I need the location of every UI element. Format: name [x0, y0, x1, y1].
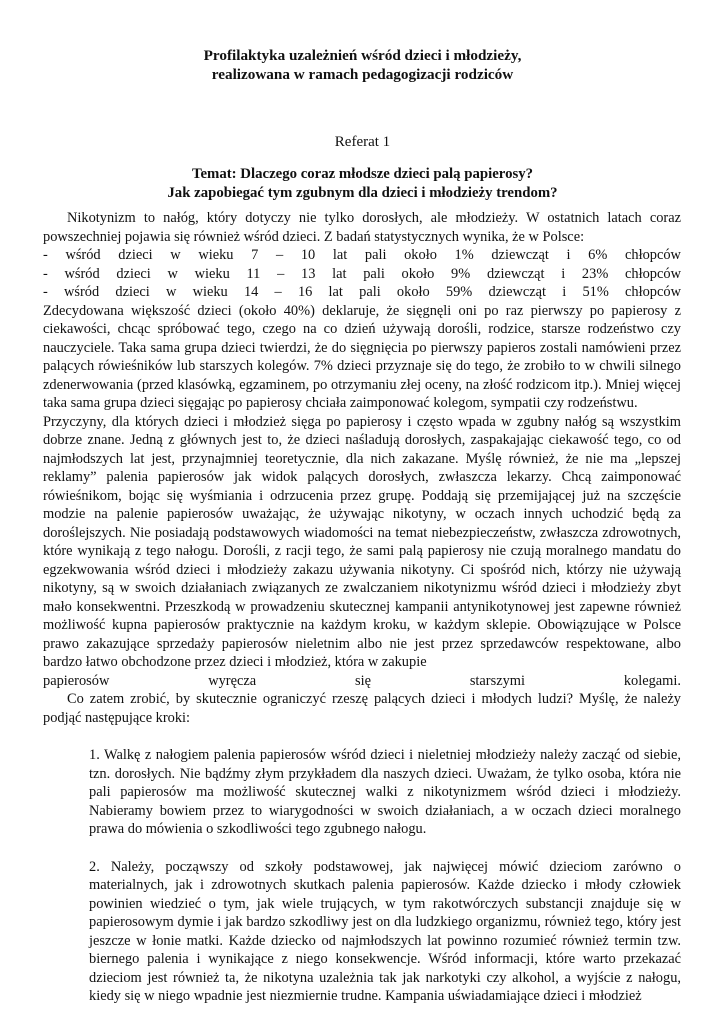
stats-line-3: [43, 283, 681, 302]
word: chłopców: [625, 247, 681, 263]
word: dzieci: [118, 247, 153, 263]
word: i: [566, 247, 571, 263]
step-2-text: 2. Należy, począwszy od szkoły podstawowej, jak najwięcej mówić dzieciom zarówno o materialnych, jak i zdrowotnych skutkach palenia papierosów. Każde dziecko i młody człowiek powinien wiedzieć o tym, jak wiele trujących, w tym rakotwórczych substancji znajduje się w papierosowym dymie i jak bardzo szkodliwy jest on dla ludzkiego organizmu, również tego, który jest jeszcze w łonie matki. Każde dziecko od najmłodszych lat powinno rozumieć również termin tzw. biernego palenia i wynikające z niego konsekwencje. Wśród informacji, które warto przekazać dzieciom jest również ta, że nikotyna uzależnia tak jak narkotyki czy alkohol, a wyjście z nałogu, kiedy się w niego wpadnie jest niezmiernie trudne. Kampania uświadamiające dzieci i młodzież: [89, 858, 681, 1004]
word: pali: [364, 247, 387, 263]
step-1: [43, 746, 681, 839]
word: –: [274, 284, 282, 300]
word: 6%: [588, 247, 608, 263]
word: 1%: [454, 247, 474, 263]
stats-line-2: [43, 265, 681, 284]
word: lat: [328, 284, 343, 300]
word: i: [561, 265, 566, 282]
word: -: [43, 265, 48, 282]
word: 7: [251, 247, 259, 263]
word: 23%: [581, 265, 609, 282]
word: papierosów: [43, 672, 110, 689]
word: –: [277, 265, 285, 282]
word: 10: [300, 247, 316, 263]
word: około: [404, 247, 437, 263]
title-line-2: realizowana w ramach pedagogizacji rodziców: [211, 66, 514, 83]
word: się: [354, 672, 371, 689]
word: 11: [246, 265, 261, 282]
word: w: [165, 284, 177, 300]
word: wśród: [65, 247, 101, 263]
step-1-text: 1. Walkę z nałogiem palenia papierosów wśród dzieci i nieletniej młodzieży należy zacząć od siebie, tzn. dorosłych. Nie bądźmy złym przykładem dla naszych dzieci. Uważam, że tylko osoba, która nie pali papierosów ma możliwość skutecznej walki z nikotynizmem wśród dzieci i młodzieży. Nabieramy bowiem przez to wiarygodności w swoich działaniach, a w oczach dzieci moralnego prawa do mówienia o szkodliwości tego zgubnego nałogu.: [89, 747, 681, 837]
word: wśród: [64, 284, 100, 300]
paragraph-2-last-line: [43, 672, 681, 691]
word: wśród: [64, 265, 100, 282]
word: starszymi: [469, 672, 525, 689]
word: lat: [332, 265, 347, 282]
word: dzieci: [116, 265, 151, 282]
word: -: [43, 284, 48, 300]
intro-paragraph: Nikotynizm to nałóg, który dotyczy nie tylko dorosłych, ale młodzieży. W ostatnich latach coraz powszechniej pojawia się również wśród dzieci. Z badań statystycznych wynika, że w Polsce:: [43, 210, 681, 245]
word: w: [170, 247, 181, 263]
paragraph-2: Przyczyny, dla których dzieci i młodzież sięga po papierosy i często wpada w zgubny nałóg są wszystkim dobrze znane. Jedną z głównych jest to, że dzieci naśladują dorosłych, zaspakajając ciekawość tego, co od najmłodszych lat jest, przynajmniej teoretycznie, dla nich zakazane. Myślę również, że nie ma „lepszej reklamy” palenia papierosów jak widok palących dorosłych, zwłaszcza lekarzy. Chcą zaimponować rówieśnikom, bojąc się wyśmiania i odrzucenia przez grupę. Poddają się przemijającej już na szczęście modzie na palenie papierosów uważając, że używając nikotyny, w oczach innych uchodzić będą za doroślejszych. Nie posiadają podstawowych wiadomości na temat niebezpieczeństw, zwłaszcza zdrowotnych, które wynikają z tego nałogu. Dorośli, z racji tego, że sami palą papierosy nie czują moralnego mandatu do egzekwowania wśród dzieci i młodzieży zakazu używania nikotyny. Ci spośród nich, którzy nie używają nikotyny, są w swoich działaniach związanych ze zwalczaniem nikotynizmu wśród dzieci i młodzieży zbyt mało konsekwentni. Przeszkodą w prowadzeniu skutecznej kampanii antynikotynowej jest zapewne również możliwość kupna papierosów praktycznie na każdym kroku, w każdym sklepie. Obowiązujące w Polsce prawo zakazujące sprzedaży papierosów nieletnim albo nie jest przez sprzedawców respektowane, albo bardzo łatwo obchodzone przez dzieci i młodzież, która w zakupie: [43, 413, 681, 670]
topic-line-2: Jak zapobiegać tym zgubnym dla dzieci i młodzieży trendom?: [167, 185, 558, 201]
word: –: [275, 247, 284, 263]
stats-list: [43, 246, 681, 302]
word: wieku: [198, 247, 234, 263]
word: 51%: [582, 284, 609, 300]
word: i: [562, 284, 567, 300]
document-body: [43, 209, 681, 1006]
paragraph-3: Co zatem zrobić, by skutecznie ograniczyć rzeszę palących dzieci i młodych ludzi? Myślę, że należy podjąć następujące kroki:: [43, 691, 681, 726]
word: około: [396, 284, 430, 300]
paragraph-1: Zdecydowana większość dzieci (około 40%) deklaruje, że sięgnęli oni po raz pierwszy po papierosy z ciekawości, chcąc spróbować tego, czego na co dzień używają dorośli, rodzice, starsze rodzeństwo czy nauczyciele. Taka sama grupa dzieci twierdzi, że do sięgnięcia po pierwszy papieros zostali namówieni przez palących rówieśników lub starszych kolegów. 7% dzieci przyznaje się do tego, że zrobiło to w chwili silnego zdenerwowania (przed klasówką, egzaminem, po otrzymaniu złej oceny, na złość rodzicom itp.). Mniej więcej taka sama grupa dzieci sięgając po papierosy chciała zaimponować kolegom, sympatii czy rodzeństwu.: [43, 302, 681, 411]
word: -: [43, 247, 48, 263]
word: dzieci: [115, 284, 150, 300]
word: około: [401, 265, 435, 282]
word: chłopców: [625, 284, 681, 300]
stats-line-1: [43, 246, 681, 265]
word: 16: [297, 284, 313, 300]
word: 13: [301, 265, 316, 282]
word: pali: [363, 265, 385, 282]
word: wyręcza: [208, 672, 257, 689]
word: 14: [243, 284, 259, 300]
word: lat: [332, 247, 348, 263]
step-2: [43, 858, 681, 1006]
word: chłopców: [625, 265, 681, 282]
word: 9%: [451, 265, 471, 282]
word: wieku: [194, 265, 230, 282]
word: dziewcząt: [486, 265, 545, 282]
word: dziewcząt: [491, 247, 549, 263]
topic-heading: [60, 165, 665, 203]
word: pali: [359, 284, 381, 300]
document-title: [60, 46, 665, 84]
word: dziewcząt: [488, 284, 547, 300]
word: wieku: [192, 284, 228, 300]
topic-line-1: Temat: Dlaczego coraz młodsze dzieci palą papierosy?: [191, 166, 534, 182]
title-line-1: Profilaktyka uzależnień wśród dzieci i młodzieży,: [203, 47, 522, 64]
paper-number: Referat 1: [334, 134, 391, 150]
word: w: [167, 265, 178, 282]
word: 59%: [445, 284, 473, 300]
word: kolegami.: [623, 672, 681, 689]
